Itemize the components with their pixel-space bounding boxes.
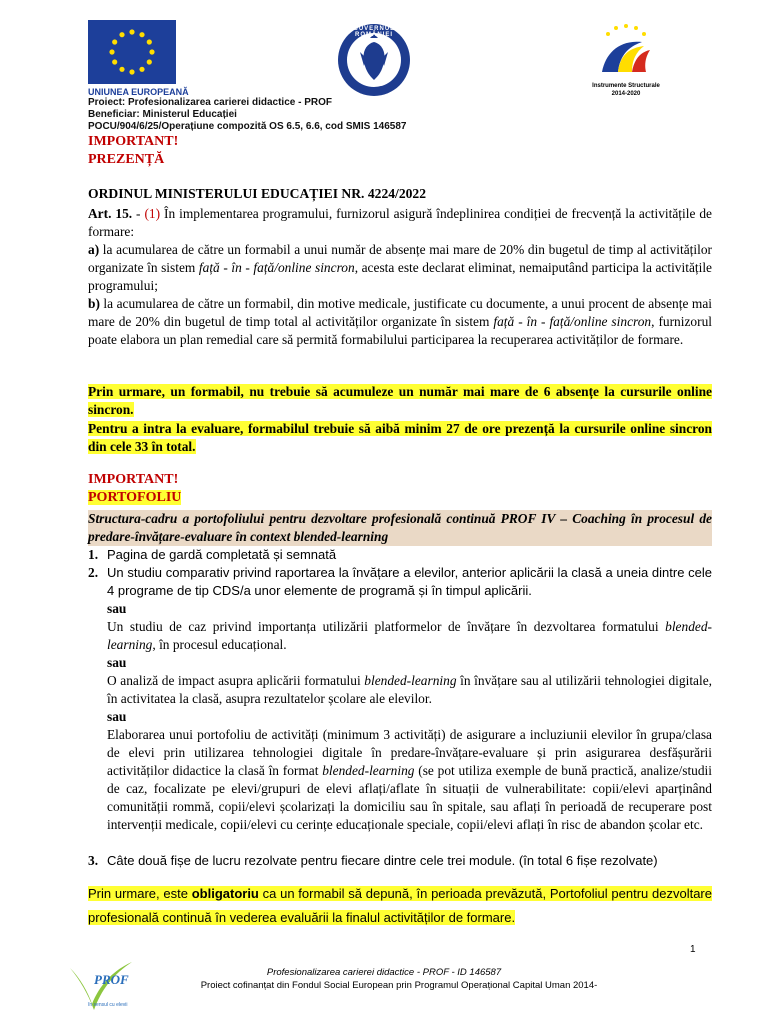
item-3-number: 3. — [88, 853, 99, 868]
item-1-number: 1. — [88, 547, 99, 562]
eu-star — [129, 29, 134, 34]
eu-star — [147, 59, 152, 64]
point-b-text-1: la acumularea de către un formabil, din motive medicale, justificate cu documente, a unui procent de absențe mai mare de 20% din bugetul de timp total al activităților organizate în sistem — [88, 296, 712, 329]
alt-3-text-a: Elaborarea unui portofoliu de activități (minimum 3 activități) de asigurare a incluziunii elevilor în grupa/clasa de elevi prin utilizarea tehnologiei digitale în predare-învățare-evaluare și prin asigurarea desfășurării activităților didactice la clasă în format — [107, 727, 712, 778]
point-b-text-italic: față - în - față/online sincron — [493, 314, 652, 329]
or-label-3: sau — [107, 709, 127, 724]
article-dash: - — [132, 206, 145, 221]
article-text: În implementarea programului, furnizorul asigură îndeplinirea condiției de frecvență la activitățile de formare: — [88, 206, 712, 239]
article-paragraph-number: (1) — [144, 206, 161, 221]
important-label-2: IMPORTANT! — [88, 472, 179, 487]
article-point-b — [88, 295, 712, 349]
point-b-label: b) — [88, 296, 100, 311]
eu-star — [109, 49, 114, 54]
or-label-2: sau — [107, 655, 127, 670]
evaluation-note — [88, 420, 712, 456]
eu-star — [147, 39, 152, 44]
footer-line-2: Proiect cofinanțat din Fondul Social European prin Programul Operațional Capital Uman 2014- — [200, 980, 598, 991]
footer-line-1: Profesionalizarea carierei didactice - PROF - ID 146587 — [266, 967, 502, 978]
eu-star — [149, 49, 154, 54]
alternative-2 — [107, 672, 712, 708]
alternative-1 — [107, 618, 712, 654]
point-a-label: a) — [88, 242, 100, 257]
prof-logo — [66, 958, 136, 1014]
evaluation-note-text: Pentru a intra la evaluare, formabilul trebuie să aibă minim 27 de ore prezență la cursurile online sincron din cele 33 în total. — [88, 421, 712, 454]
structural-funds-logo — [596, 22, 656, 78]
presence-title: PREZENȚĂ — [88, 152, 165, 167]
point-a-text-2: , acesta este declarat eliminat, nemaiputând participa la activitățile programului; — [88, 260, 712, 293]
prof-logo-tagline: în sensul cu elevii — [88, 1002, 128, 1008]
eu-star — [112, 59, 117, 64]
project-line: Proiect: Profesionalizarea carierei didactice - PROF — [88, 97, 332, 108]
article-15-intro — [88, 205, 712, 241]
point-b-text-2: , furnizorul poate elabora un plan remedial care să permită formabilului participarea la recuperarea activităților de formare. — [88, 314, 712, 347]
seal-text: GUVERNUL ROMÂNIEI — [353, 26, 395, 38]
absence-note-text: Prin urmare, un formabil, nu trebuie să acumuleze un număr mai mare de 6 absențe la cursurile online sincron. — [88, 384, 712, 417]
portfolio-title — [88, 490, 181, 506]
government-seal-logo — [336, 22, 412, 98]
portfolio-subtitle: Structura-cadru a portofoliului pentru dezvoltare profesională continuă PROF IV – Coaching în procesul de predare-învățare-evaluare în context blended-learning — [88, 511, 712, 544]
alt-1-text-italic: blended-learning — [107, 619, 712, 652]
page-number: 1 — [690, 944, 696, 955]
final-note — [88, 882, 712, 930]
important-label-1: IMPORTANT! — [88, 134, 179, 149]
eu-star — [139, 32, 144, 37]
beneficiary-line: Beneficiar: Ministerul Educației — [88, 109, 237, 120]
item-2-text: Un studiu comparativ privind raportarea la învățare a elevilor, anterior aplicării la clasă a uneia dintre cele 4 programe de tip CDS/a unor elemente de programă și în timpul aplicării. — [107, 565, 712, 598]
order-title: ORDINUL MINISTERULUI EDUCAȚIEI NR. 4224/2022 — [88, 186, 427, 201]
item-3-text: Câte două fișe de lucru rezolvate pentru fiecare dintre cele trei module. (în total 6 fișe rezolvate) — [107, 853, 658, 868]
eu-star — [119, 67, 124, 72]
alt-1-text-b: , în procesul educațional. — [152, 637, 287, 652]
sf-logo-line2: 2014-2020 — [611, 91, 641, 97]
article-point-a — [88, 241, 712, 295]
or-label-1: sau — [107, 601, 127, 616]
final-note-bold: obligatoriu — [191, 886, 259, 901]
alt-3-text-italic: blended-learning — [322, 763, 415, 778]
final-note-b: ca un formabil să depună, în perioada prevăzută, Portofoliul pentru dezvoltare profesională continuă în vederea evaluării la finalul activităților de formare. — [88, 886, 712, 925]
point-a-text-italic: față - în - față/online sincron — [198, 260, 355, 275]
alt-2-text-b: în învățare sau al utilizării tehnologiei digitale, în activitatea la clasă, asupra rezultatelor școlare ale elevilor. — [107, 673, 712, 706]
eu-caption: UNIUNEA EUROPEANĂ — [88, 87, 189, 97]
absence-note — [88, 383, 712, 419]
alternative-3 — [107, 726, 712, 834]
item-1-text: Pagina de gardă completată și semnată — [107, 547, 337, 562]
sf-logo-line1: Instrumente Structurale — [592, 83, 660, 89]
article-label: Art. 15. — [88, 206, 133, 221]
item-2-number: 2. — [88, 565, 99, 580]
eu-star — [112, 39, 117, 44]
alt-3-text-b: (se pot utiliza exemple de bună practică, analize/studii de caz, focalizate pe elevi/grupuri de elevi aflați/aflate în situații de vulnerabilitate: copii/elevi aparținând comunității rommă, copii/elevi școlarizați la domiciliu sau în spitale, sau aflați în perioadă de recuperare post intervenții medicale, copii/elevi cu cerințe educaționale speciale, copii/elevi aflați în risc de abandon școlar etc. — [107, 763, 712, 832]
portfolio-title-text: PORTOFOLIU — [88, 490, 182, 505]
eu-star — [129, 69, 134, 74]
prof-logo-text: PROF — [94, 972, 129, 987]
point-a-text-1: la acumularea de către un formabil a unui număr de absențe mai mare de 20% din bugetul de timp al activităților organizate în sistem — [88, 242, 712, 275]
sf-logo-caption — [580, 82, 672, 98]
alt-2-text-italic: blended-learning — [364, 673, 457, 688]
pocu-line: POCU/904/6/25/Operațiune compozită OS 6.5, 6.6, cod SMIS 146587 — [88, 121, 407, 132]
eu-flag-logo — [88, 20, 176, 84]
eu-star — [139, 67, 144, 72]
final-note-a: Prin urmare, este — [88, 886, 192, 901]
alt-1-text-a: Un studiu de caz privind importanța utilizării platformelor de învățare în dezvoltarea formatului — [107, 619, 666, 634]
alt-2-text-a: O analiză de impact asupra aplicării formatului — [107, 673, 365, 688]
eu-star — [119, 32, 124, 37]
